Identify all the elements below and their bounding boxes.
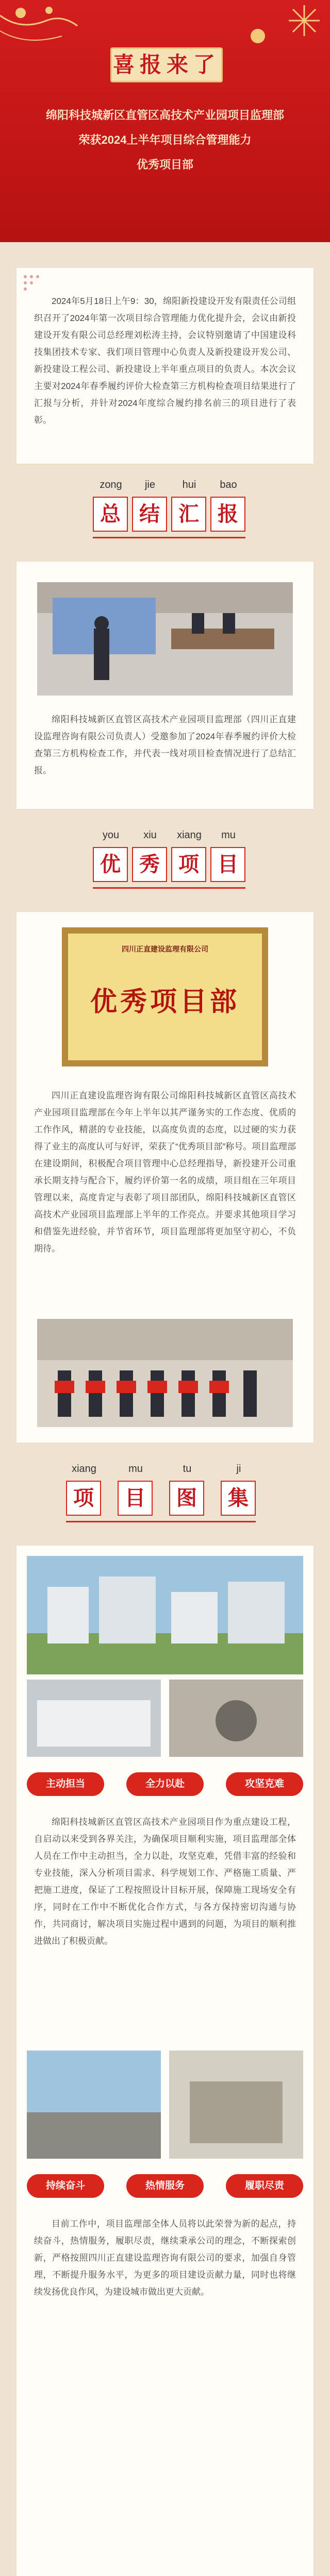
pinyin-label: jie (144, 479, 155, 490)
pinyin-label: tu (183, 1463, 192, 1475)
headline-line: 绵阳科技城新区直管区高技术产业园项目监理部 (45, 109, 284, 122)
site-detail-photo-2 (169, 1680, 303, 1757)
heading-char: 总 (93, 497, 128, 532)
gallery-paragraph: 绵阳科技城新区直管区高技术产业园项目作为重点建设工程，自启动以来受到各界关注，为确保项目顺利实施，项目监理部全体人员在工作中主动担当，全力以赴，攻坚克难，凭借丰富的经验和专业技能，深入分析项目需求、科学规划工作、严格施工质量、严把施工进度，保证了工程按照设计目标开展，保障施工现场安全有序，同时在工作中不断优化合作方式，与各方保持密切沟通与协作，共同商讨，解决项目实施过程中遇到的问题，为项目的顺利推进做出了积极贡献。 (34, 1817, 296, 1946)
gallery-card (16, 1546, 314, 2576)
pinyin-label: bao (220, 479, 237, 490)
section-heading-gallery (0, 1463, 330, 1540)
pinyin-label: hui (182, 479, 196, 490)
heading-char: 图 (169, 1481, 204, 1516)
pinyin-label: you (102, 829, 120, 841)
award-plaque (62, 927, 268, 1066)
pinyin-label: xiang (72, 1463, 96, 1475)
dots-decoration-icon (23, 274, 69, 295)
heading-char: 目 (210, 847, 245, 882)
award-ceremony-photo (37, 1319, 293, 1427)
heading-underline (93, 537, 245, 538)
pill-tag: 攻坚克难 (226, 1772, 303, 1796)
heading-char: 结 (132, 497, 167, 532)
heading-char: 汇 (171, 497, 206, 532)
plaque-org: 四川正直建设监理有限公司 (122, 945, 208, 953)
heading-char: 项 (171, 847, 206, 882)
firework-decoration-icon (227, 0, 330, 57)
pill-tag: 履职尽责 (226, 2174, 303, 2198)
summary-card (16, 562, 314, 809)
lantern-decoration-icon (0, 0, 103, 57)
pill-tag: 全力以赴 (126, 1772, 204, 1796)
heading-underline (66, 1521, 256, 1522)
pinyin-label: mu (221, 829, 236, 841)
pill-tag: 持续奋斗 (27, 2174, 104, 2198)
section-heading-award (0, 829, 330, 907)
hero-header (0, 0, 330, 242)
pill-tag: 主动担当 (27, 1772, 104, 1796)
plaque-title: 优秀项目部 (90, 987, 240, 1017)
meeting-photo (37, 582, 293, 696)
headline-line: 荣获2024上半年项目综合管理能力 (78, 133, 252, 146)
pinyin-label: xiu (143, 829, 157, 841)
site-photo-2 (169, 2050, 303, 2159)
pinyin-label: zong (100, 479, 122, 490)
site-photo-1 (27, 2050, 161, 2159)
heading-char: 集 (221, 1481, 256, 1516)
plaque-inner (68, 934, 262, 1060)
pill-tag: 热情服务 (126, 2174, 204, 2198)
pinyin-label: xiang (177, 829, 202, 841)
heading-char: 秀 (132, 847, 167, 882)
project-site-photo (27, 1556, 303, 1674)
award-paragraph: 四川正直建设监理咨询有限公司绵阳科技城新区直管区高技术产业园项目监理部在今年上半年以其严谨务实的工作态度、优质的工作作风，精湛的专业技能，以高度负责的态度，以过硬的实力获得了业主的高度认可与好评，荣获了“优秀项目部”称号。项目监理部在建设期间，积极配合项目管理中心总经理指导，新投建开公司重承长期支持与配合下，履约评价第一名的成绩，项目组在三年项目管理以来，高度肯定与表彰了项目部团队，绵阳科技城新区直管区高技术产业园项目监理部上半年的工作亮点。并要求其他项目学习和借鉴先进经验，并节省环节，项目监理部将更加坚守初心，不负期待。 (34, 1091, 296, 1253)
summary-paragraph: 绵阳科技城新区直管区高技术产业园项目监理部（四川正直建设监理咨询有限公司负责人）受邀参加了2024年春季履约评价大检查第三方机构检查工作，并代表一线对项目检查情况进行了总结汇报。 (34, 715, 296, 775)
heading-char: 项 (66, 1481, 101, 1516)
award-card (16, 912, 314, 1443)
section-heading-summary (0, 479, 330, 556)
heading-char: 报 (210, 497, 245, 532)
heading-char: 优 (93, 847, 128, 882)
pinyin-label: mu (128, 1463, 143, 1475)
heading-underline (93, 887, 245, 889)
intro-card (16, 268, 314, 464)
heading-char: 目 (118, 1481, 153, 1516)
pinyin-label: ji (236, 1463, 241, 1475)
gallery-paragraph-2: 目前工作中，项目监理部全体人员将以此荣誉为新的起点，持续奋斗，热情服务，履职尽责，继续秉承公司的理念，不断探索创新，严格按照四川正直建设监理咨询有限公司的要求，加强自身管理，不断提升服务水平，为更多的项目建设贡献力量，同时也将继续发扬优良作风，为建设城市做出更大贡献。 (34, 2219, 296, 2297)
intro-paragraph: 2024年5月18日上午9：30，绵阳新投建设开发有限责任公司组织召开了2024年第一次项目综合管理能力优化提升会，会议由新投建设开发有限公司总经理刘松涛主持，会议特别邀请了中国建设科技集团技术专家、我们项目管理中心负责人及新投建设开发公司、新投建设工程公司、新投建设上半年重点项目的负责人。本次会议主要对2024年春季履约评价大检查第三方机构检查项目结果进行了汇报与分析，并针对2024年度综合履约排名前三的项目进行了表彰。 (34, 296, 296, 425)
banner-title: 喜报来了 (110, 47, 223, 82)
site-detail-photo-1 (27, 1680, 161, 1757)
headline (10, 103, 320, 177)
headline-line: 优秀项目部 (136, 158, 193, 171)
